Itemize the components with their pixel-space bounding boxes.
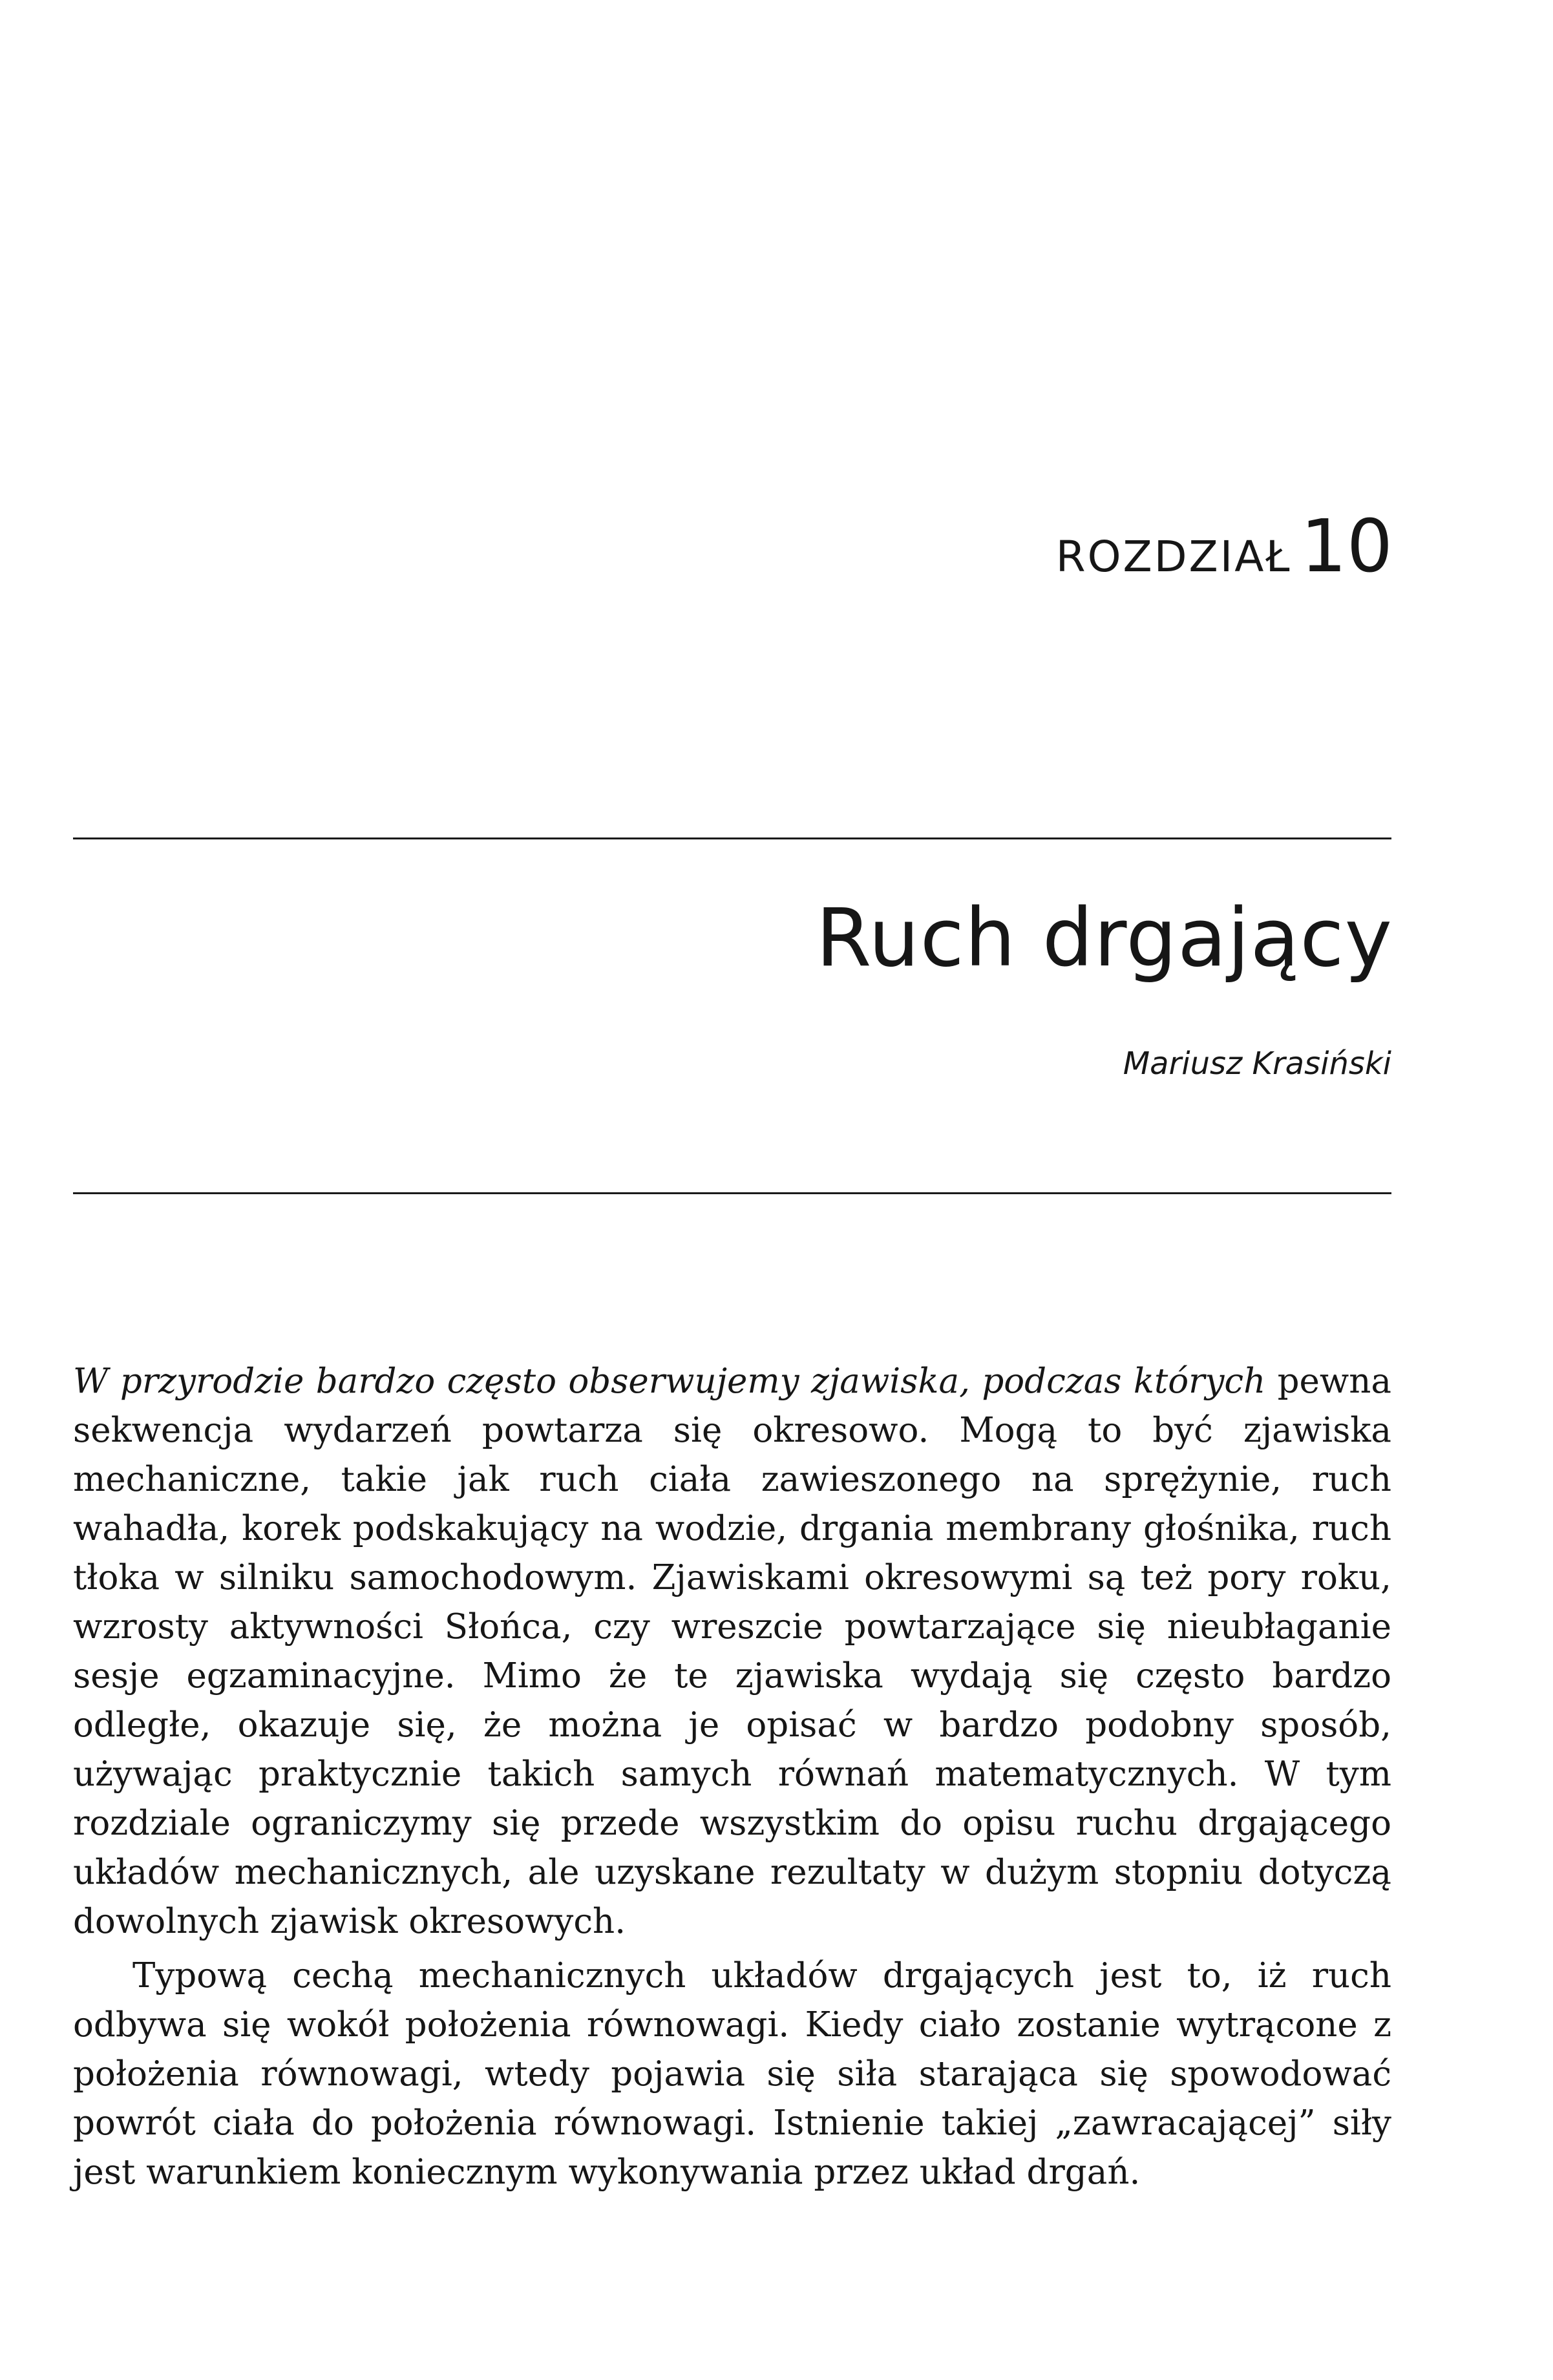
chapter-number: 10 <box>1300 505 1393 589</box>
paragraph-1-lead: W przyrodzie bardzo często obserwujemy zjawiska, podczas których <box>73 1362 1266 1401</box>
bottom-divider <box>73 1192 1391 1194</box>
paragraph-1-text: pewna sekwencja wydarzeń powtarza się okresowo. Mogą to być zjawiska mechaniczne, takie jak ruch ciała zawieszonego na sprężynie, ruch wahadła, korek podskakujący na wodzie, drgania membrany głośnika, ruch tłoka w silniku samochodowym. Zjawiskami okresowymi są też pory roku, wzrosty aktywności Słońca, czy wreszcie powtarzające się nieubłaganie sesje egzaminacyjne. Mimo że te zjawiska wydają się często bardzo odległe, okazuje się, że można je opisać w bardzo podobny sposób, używając praktycznie takich samych równań matematycznych. W tym rozdziale ograniczymy się przede wszystkim do opisu ruchu drgającego układów mechanicznych, ale uzyskane rezultaty w dużym stopniu dotyczą dowolnych zjawisk okresowych. <box>73 1362 1391 1941</box>
body-text <box>73 1357 1391 2197</box>
chapter-heading <box>1055 505 1393 589</box>
author-name: Mariusz Krasiński <box>1123 1046 1391 1082</box>
paragraph-1 <box>73 1357 1391 1946</box>
chapter-title: Ruch drgający <box>816 892 1393 985</box>
paragraph-2: Typową cechą mechanicznych układów drgających jest to, iż ruch odbywa się wokół położenia równowagi. Kiedy ciało zostanie wytrącone z położenia równowagi, wtedy pojawia się siła starająca się spowodować powrót ciała do położenia równowagi. Istnienie takiej „zawracającej” siły jest warunkiem koniecznym wykonywania przez układ drgań. <box>73 1956 1391 2192</box>
top-divider <box>73 837 1391 839</box>
chapter-label: ROZDZIAŁ <box>1055 532 1292 582</box>
